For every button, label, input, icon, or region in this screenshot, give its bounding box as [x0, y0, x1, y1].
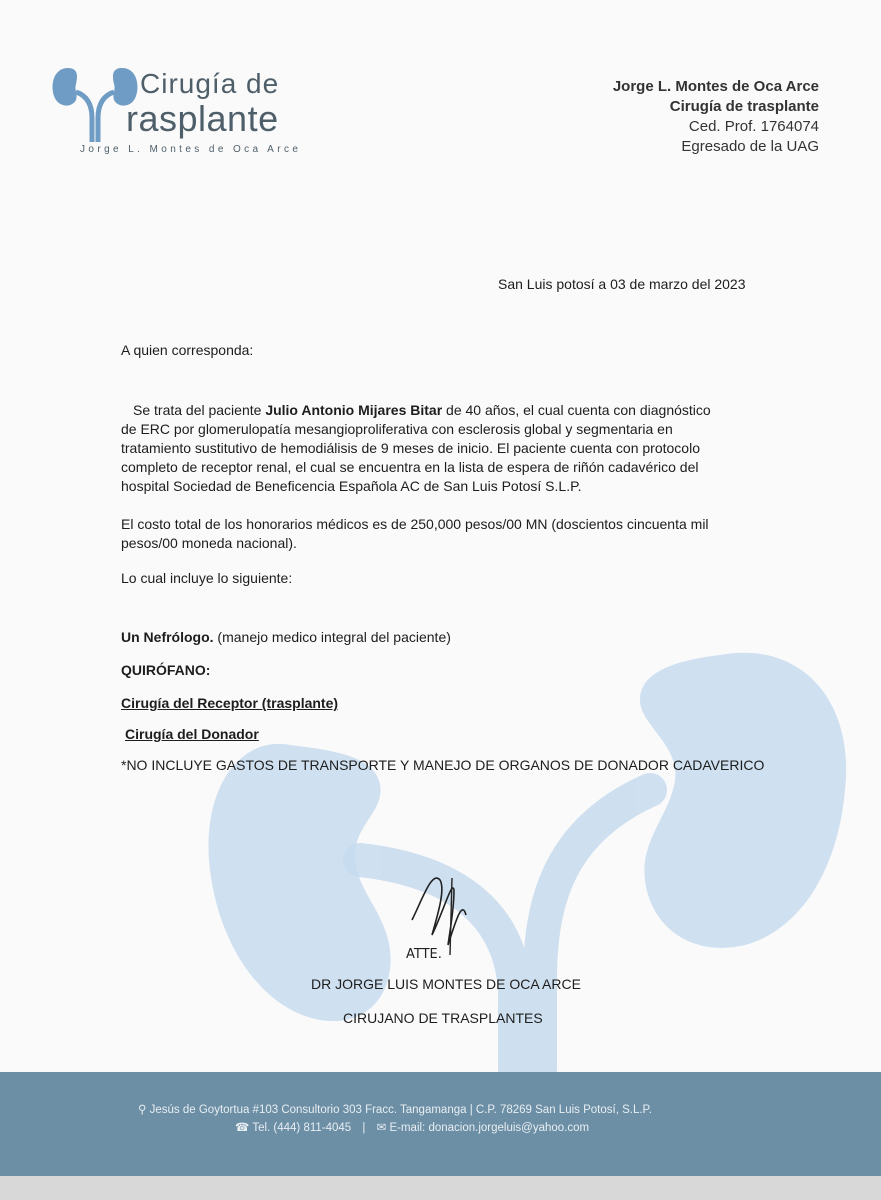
clinic-logo	[40, 50, 330, 160]
item-nephrologist-label: Un Nefrólogo.	[121, 629, 214, 645]
signatory-name: DR JORGE LUIS MONTES DE OCA ARCE	[311, 976, 581, 992]
p1-rest: de 40 años, el cual cuenta con diagnóstico de ERC por glomerulopatía mesangioproliferativa con esclerosis global y segmentaria en tratamiento sustitutivo de hemodiálisis de 9 meses de inicio. El paciente cuenta con protocolo completo de receptor renal, el cual se encuentra en la lista de espera de riñón cadavérico del hospital Sociedad de Beneficencia Española AC de San Luis Potosí S.L.P.	[121, 402, 711, 494]
logo-title-line2: rasplante	[126, 98, 279, 139]
svg-text:ATTE.: ATTE.	[406, 947, 442, 962]
footer-contact-line	[235, 1120, 589, 1134]
doctor-name: Jorge L. Montes de Oca Arce	[612, 78, 819, 95]
doctor-school: Egresado de la UAG	[681, 138, 819, 155]
paragraph-includes: Lo cual incluye lo siguiente:	[121, 570, 293, 586]
item-donor-surgery: Cirugía del Donador	[125, 726, 259, 742]
doctor-header	[613, 77, 819, 157]
doctor-specialty: Cirugía de trasplante	[669, 98, 819, 115]
logo-title-line1: Cirugía de	[140, 68, 280, 99]
paragraph-diagnosis	[121, 401, 726, 496]
letter-date: San Luis potosí a 03 de marzo del 2023	[498, 276, 746, 292]
email-text[interactable]: E-mail: donacion.jorgeluis@yahoo.com	[389, 1122, 590, 1134]
item-nephrologist-desc: (manejo medico integral del paciente)	[213, 629, 451, 645]
item-receptor-surgery: Cirugía del Receptor (trasplante)	[121, 695, 339, 711]
location-pin-icon: ⚲	[138, 1104, 147, 1116]
professional-license: Ced. Prof. 1764074	[688, 118, 819, 135]
mail-icon: ✉	[376, 1122, 387, 1134]
item-operating-room: QUIRÓFANO:	[121, 662, 211, 678]
address-text: Jesús de Goytortua #103 Consultorio 303 Fracc. Tangamanga | C.P. 78269 San Luis Potosí, S.L.P.	[149, 1104, 652, 1116]
item-nephrologist	[121, 629, 451, 645]
footer-separator: |	[362, 1122, 366, 1134]
logo-doctor-name: Jorge L. Montes de Oca Arce	[80, 144, 302, 155]
footer-contact	[0, 1072, 881, 1176]
paragraph-cost: El costo total de los honorarios médicos es de 250,000 pesos/00 MN (doscientos cincuenta mil pesos/00 moneda nacional).	[121, 516, 709, 551]
signatory-title: CIRUJANO DE TRASPLANTES	[343, 1010, 543, 1026]
letter-salutation: A quien corresponda:	[121, 342, 254, 358]
phone-icon: ☎	[235, 1122, 250, 1134]
patient-name: Julio Antonio Mijares Bitar	[265, 402, 443, 418]
footer-address	[138, 1102, 652, 1116]
p1-intro: Se trata del paciente	[133, 402, 266, 418]
scan-bottom-edge	[0, 1176, 881, 1200]
item-exclusion-note: *NO INCLUYE GASTOS DE TRANSPORTE Y MANEJO DE ORGANOS DE DONADOR CADAVERICO	[121, 757, 765, 773]
handwritten-signature	[392, 860, 512, 970]
phone-text: Tel. (444) 811-4045	[252, 1122, 352, 1134]
